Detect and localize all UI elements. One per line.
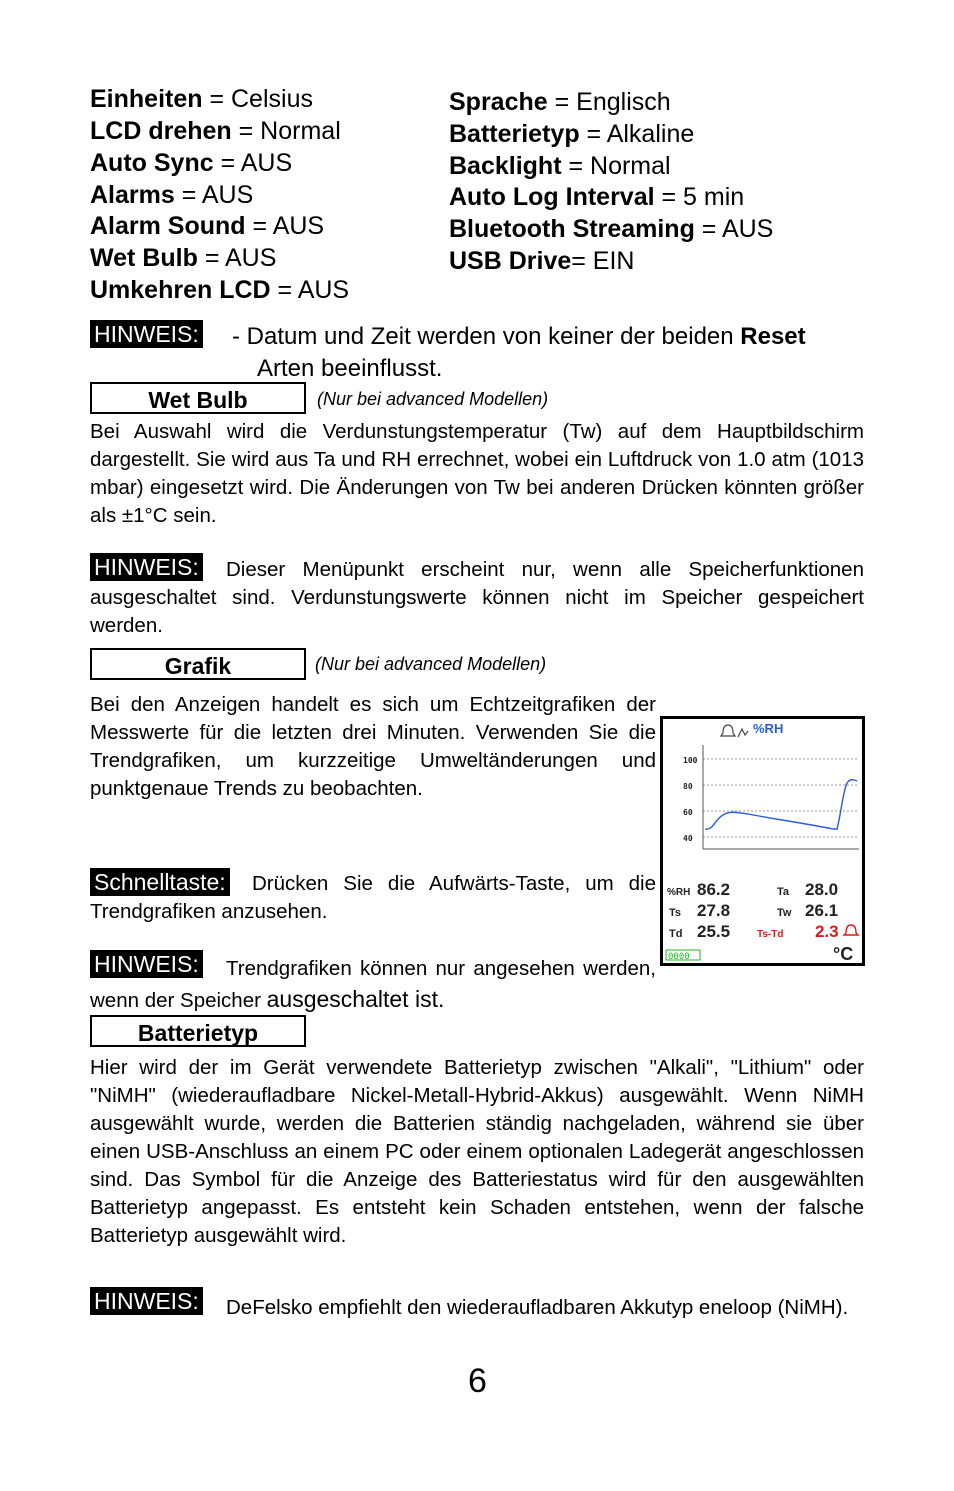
note-badge: HINWEIS: (90, 553, 203, 581)
setting-value: = AUS (197, 244, 277, 272)
advanced-only-note: (Nur bei advanced Modellen) (315, 654, 547, 674)
setting-value: = 5 min (654, 183, 745, 211)
note-reset-text (232, 321, 806, 352)
setting-value: = AUS (245, 212, 325, 240)
grafik-shortcut-text: Drücken Sie die Aufwärts-Taste, um die Trendgrafiken anzusehen. (90, 872, 656, 923)
setting-key: Bluetooth Streaming (449, 215, 695, 243)
setting-backlight (449, 150, 671, 182)
reading-value-tw: 26.1 (805, 901, 839, 920)
note-badge: HINWEIS: (90, 320, 203, 348)
setting-value: = AUS (213, 149, 293, 177)
reading-value-ts-td: 2.3 (815, 922, 839, 941)
reading-label-tw: Tw (777, 907, 792, 919)
battery-level: 0000 (668, 952, 690, 962)
grafik-description: Bei den Anzeigen handelt es sich um Echtzeitgrafiken der Messwerte für die letzten drei Minuten. Verwenden Sie die Trendgrafiken, um kurzzeitige Umweltänderungen und punktgenaue Trends zu beobachten. (90, 693, 656, 800)
device-screen (660, 716, 865, 966)
reading-value-ts: 27.8 (697, 901, 731, 920)
setting-key: USB Drive (449, 247, 572, 275)
setting-key: Auto Log Interval (449, 183, 655, 211)
section-title-batterietyp: Batterietyp (90, 1015, 306, 1047)
setting-bluetooth-streaming (449, 213, 773, 245)
setting-value: = Alkaline (579, 120, 695, 148)
y-tick-label: 80 (683, 782, 693, 791)
setting-value: = Normal (231, 117, 341, 145)
unit-label: °C (833, 944, 854, 963)
setting-sprache (449, 86, 671, 118)
setting-umkehren-lcd (90, 274, 349, 306)
y-tick-label: 60 (683, 808, 693, 817)
wet-bulb-note-text: Dieser Menüpunkt erscheint nur, wenn alle Speicherfunktionen ausgeschaltet sind. Verdunstungswerte können nicht im Speicher gespeichert werden. (90, 558, 864, 637)
note-badge: HINWEIS: (90, 1287, 203, 1315)
y-tick-label: 100 (683, 756, 698, 765)
setting-value: = AUS (270, 276, 350, 304)
graph-header-label: %RH (753, 721, 784, 736)
setting-value: = Normal (561, 152, 671, 180)
setting-alarms (90, 179, 253, 211)
setting-lcd-drehen (90, 115, 341, 147)
battery-icon (666, 950, 700, 962)
setting-einheiten (90, 83, 313, 115)
setting-wet-bulb (90, 242, 276, 274)
batterietyp-description: Hier wird der im Gerät verwendete Batterietyp zwischen "Alkali", "Lithium" oder "NiMH" (wiederaufladbare Nickel-Metall-Hybrid-Akkus) ausgewählt. Wenn NiMH ausgewählt wurde, werden die Batterien ständig nachgeladen, während sie über einen USB-Anschluss an einem PC oder einem optionalen Ladegerät angeschlossen sind. Das Symbol für die Anzeige des Batteriestatus wird für den ausgewählten Batterietyp angepasst. Es entsteht kein Schaden entstehen, wenn der falsche Batterietyp ausgewählt wird. (90, 1056, 864, 1247)
trend-icon (738, 729, 748, 737)
setting-usb-drive (449, 245, 635, 277)
reading-value-ta: 28.0 (805, 880, 839, 899)
advanced-only-note: (Nur bei advanced Modellen) (317, 389, 549, 409)
grafik-note-text (90, 954, 656, 1016)
wet-bulb-description: Bei Auswahl wird die Verdunstungstemperatur (Tw) auf dem Hauptbildschirm dargestellt. Sie wird aus Ta und RH errechnet, wobei ein Luftdruck von 1.0 atm (1013 mbar) eingesetzt wird. Die Änderungen von Tw bei anderen Drücken könnten größer als ±1°C sein. (90, 420, 864, 527)
device-screen-graphic (663, 719, 862, 963)
section-title-wet-bulb: Wet Bulb (90, 382, 306, 414)
batterietyp-note-text: DeFelsko empfiehlt den wiederaufladbaren Akkutyp eneloop (NiMH). (226, 1296, 849, 1319)
y-tick-label: 40 (683, 834, 693, 843)
setting-key: Backlight (449, 152, 562, 180)
setting-value: = Celsius (202, 85, 313, 113)
setting-value: = AUS (174, 181, 254, 209)
bell-icon (721, 725, 735, 736)
setting-batterietyp (449, 118, 694, 150)
trend-line (705, 780, 857, 830)
setting-key: Alarms (90, 181, 175, 209)
setting-auto-sync (90, 147, 292, 179)
setting-value: = AUS (694, 215, 774, 243)
shortcut-badge: Schnelltaste: (90, 868, 230, 896)
note-badge: HINWEIS: (90, 950, 203, 978)
note-bold-reset: Reset (740, 323, 806, 350)
reading-label-ta: Ta (777, 886, 790, 898)
note-text: Trendgrafiken können nur angesehen werden, wenn der Speicher (90, 957, 656, 1012)
reading-label-ts: Ts (669, 907, 682, 919)
setting-key: Alarm Sound (90, 212, 246, 240)
note-text: - Datum und Zeit werden von keiner der beiden (232, 323, 741, 350)
section-title-grafik: Grafik (90, 648, 306, 680)
setting-key: Einheiten (90, 85, 203, 113)
note-text-continuation: Arten beeinflusst. (257, 355, 443, 382)
setting-key: Wet Bulb (90, 244, 198, 272)
reading-label-rh: %RH (667, 887, 691, 898)
note-text-end: ausgeschaltet ist. (266, 986, 445, 1012)
reading-value-td: 25.5 (697, 922, 731, 941)
setting-value: = EIN (571, 247, 635, 275)
setting-key: Umkehren LCD (90, 276, 271, 304)
setting-key: LCD drehen (90, 117, 232, 145)
reading-label-td: Td (669, 928, 683, 940)
setting-auto-log-interval (449, 181, 744, 213)
reading-value-rh: 86.2 (697, 880, 731, 899)
page-number: 6 (468, 1362, 487, 1400)
alarm-bell-icon (844, 925, 858, 935)
setting-alarm-sound (90, 210, 324, 242)
setting-key: Auto Sync (90, 149, 214, 177)
setting-key: Batterietyp (449, 120, 580, 148)
reading-label-ts-td: Ts-Td (757, 929, 784, 940)
setting-value: = Englisch (547, 88, 671, 116)
setting-key: Sprache (449, 88, 548, 116)
